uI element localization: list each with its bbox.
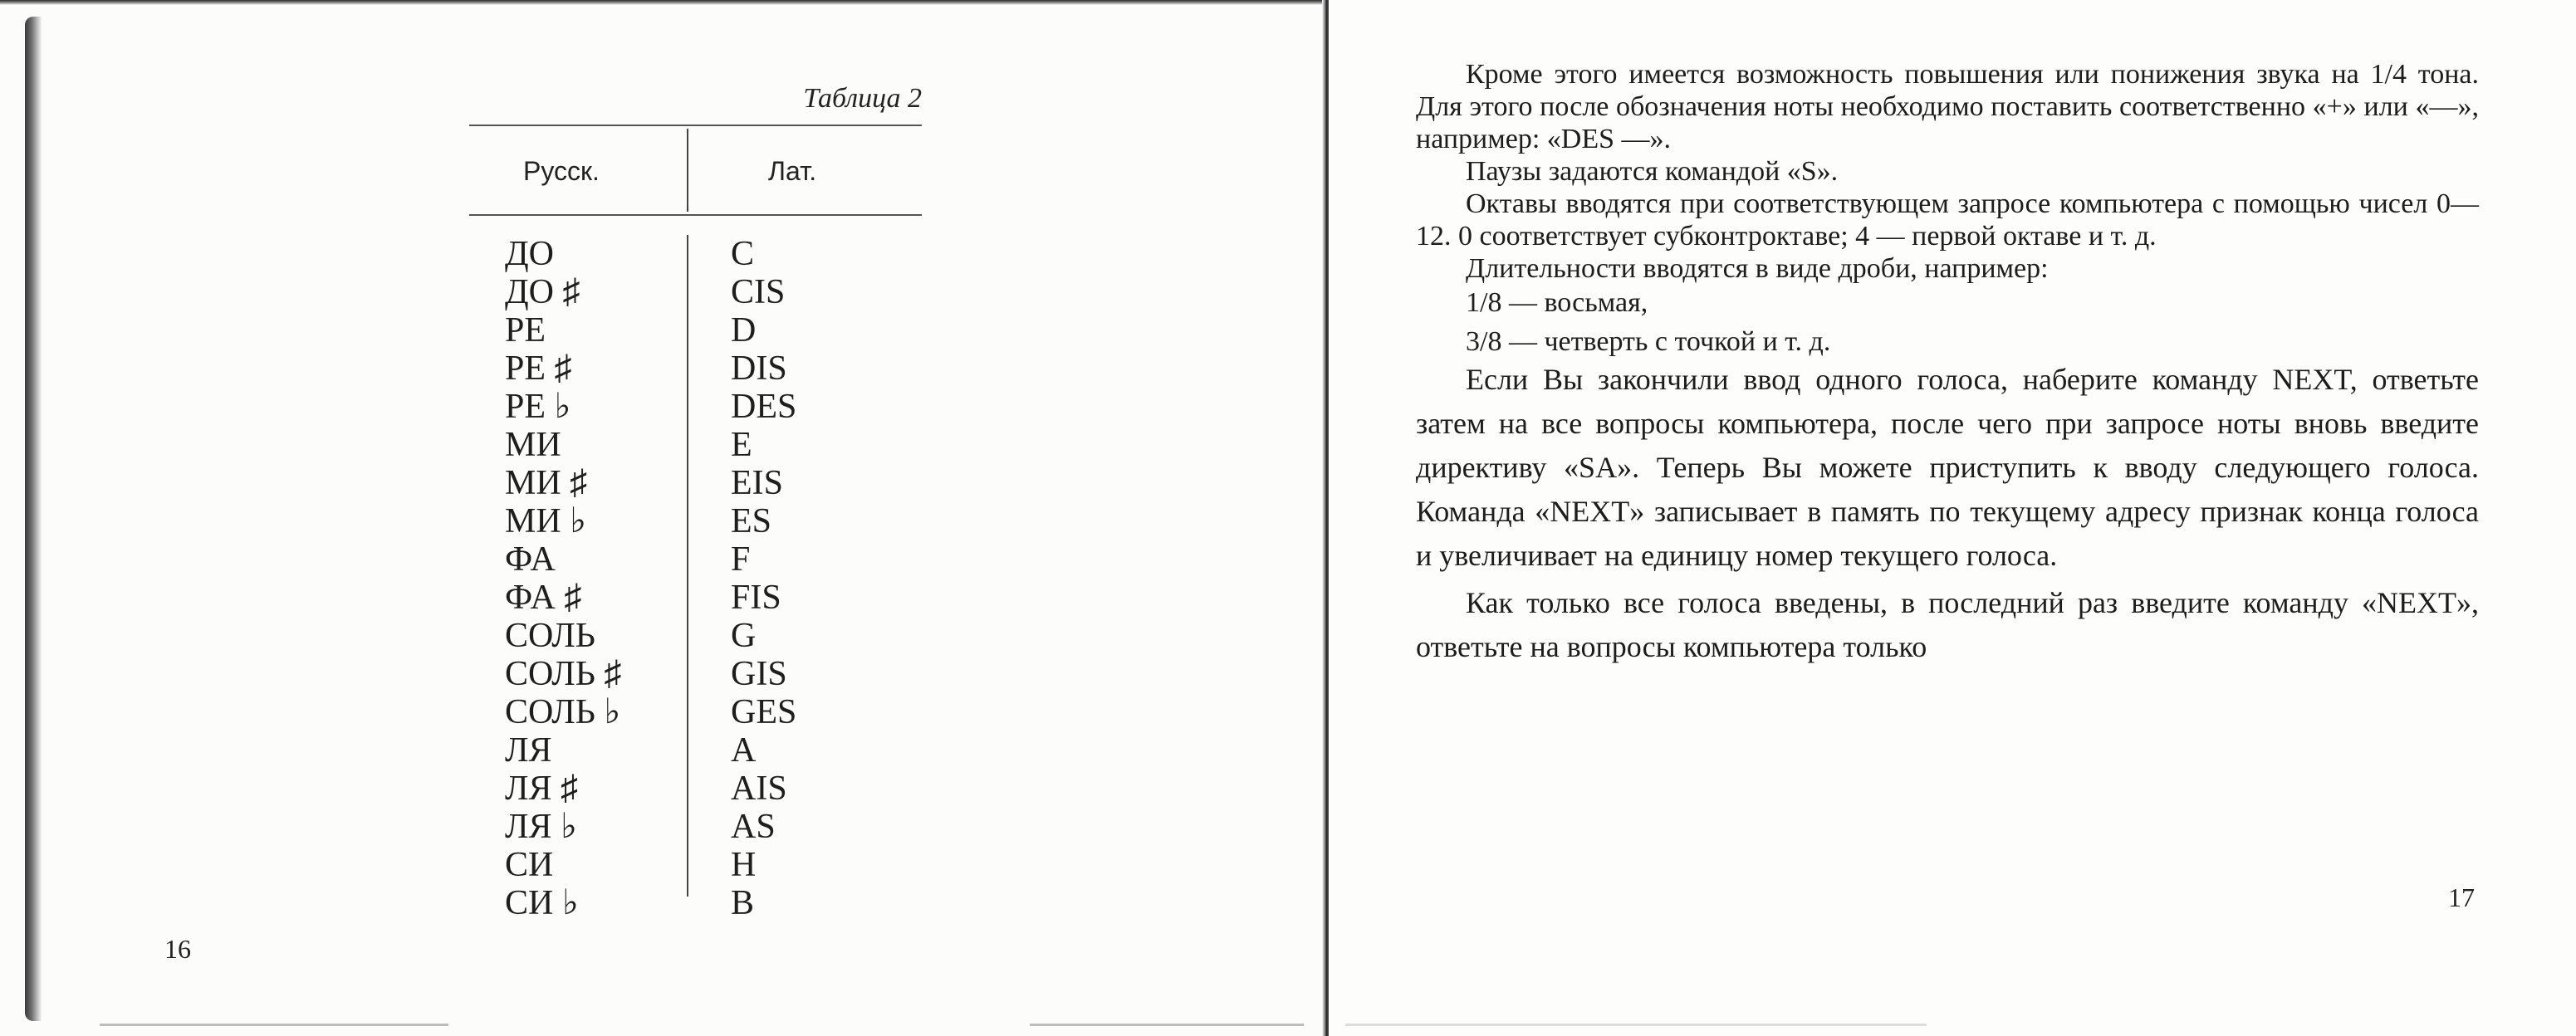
table-cell-latin: GES <box>731 693 797 731</box>
table-cell-russian: ДО <box>505 235 554 273</box>
table-cell-latin: DIS <box>731 349 787 388</box>
table-cell-latin: AIS <box>731 770 787 808</box>
table-cell-russian: СИ ♭ <box>505 884 579 922</box>
table-cell-russian: МИ ♭ <box>505 502 586 540</box>
latin-note-column <box>731 235 796 922</box>
table-cell-russian: ЛЯ ♭ <box>505 808 577 846</box>
table-cell-russian: ЛЯ <box>505 731 552 770</box>
table-cell-russian: СОЛЬ ♭ <box>505 693 621 731</box>
column-header-russian: Русск. <box>523 156 600 186</box>
scan-top-shadow <box>0 0 1329 5</box>
table-cell-latin: F <box>731 540 751 579</box>
table-header-rule <box>469 214 922 216</box>
table-cell-latin: DES <box>731 388 797 426</box>
table-cell-russian: ДО ♯ <box>505 273 580 311</box>
table-cell-latin: ES <box>731 502 772 540</box>
table-cell-russian: МИ <box>505 426 561 464</box>
paragraph: Кроме этого имеется возможность повышения или понижения звука на 1/4 тона. Для этого после обозначения ноты необходимо поставить соответственно «+» или «—», например: «DES —». <box>1416 59 2479 154</box>
table-cell-russian: ФА <box>505 540 556 579</box>
table-header-divider <box>687 129 688 212</box>
table-cell-latin: AS <box>731 808 776 846</box>
table-cell-latin: CIS <box>731 273 786 311</box>
table-body-divider <box>687 235 688 897</box>
paragraph: 3/8 — четверть с точкой и т. д. <box>1466 326 1831 357</box>
scan-bottom-artifact <box>1030 1024 1304 1026</box>
table-cell-latin: C <box>731 235 755 273</box>
table-cell-russian: СОЛЬ ♯ <box>505 655 622 693</box>
table-cell-russian: РЕ ♯ <box>505 349 572 388</box>
paragraph: Паузы задаются командой «S». <box>1466 156 1839 187</box>
scan-bottom-artifact <box>100 1024 448 1026</box>
table-cell-latin: D <box>731 311 757 349</box>
table-cell-russian: СИ <box>505 846 554 884</box>
table-cell-russian: ЛЯ ♯ <box>505 770 578 808</box>
table-caption: Таблица 2 <box>803 83 922 114</box>
table-cell-russian: РЕ ♭ <box>505 388 571 426</box>
table-cell-latin: H <box>731 846 757 884</box>
table-cell-russian: МИ ♯ <box>505 464 588 502</box>
table-cell-latin: B <box>731 884 755 922</box>
russian-note-column <box>505 235 621 922</box>
scan-bottom-artifact <box>1345 1024 1927 1026</box>
column-header-latin: Лат. <box>768 156 817 186</box>
table-cell-latin: FIS <box>731 579 781 617</box>
page-number-right: 17 <box>2448 882 2475 912</box>
table-cell-russian: ФА ♯ <box>505 579 582 617</box>
book-center-fold <box>1322 0 1329 1036</box>
paragraph: Как только все голоса введены, в последний раз введите команду «NEXT», ответьте на вопросы компьютера только <box>1416 586 2479 663</box>
paragraph: 1/8 — восьмая, <box>1466 287 1648 318</box>
table-cell-latin: GIS <box>731 655 787 693</box>
table-cell-latin: E <box>731 426 752 464</box>
book-binding-edge <box>25 17 42 1021</box>
paragraph: Октавы вводятся при соответствующем запросе компьютера с помощью чисел 0—12. 0 соответствует субконтроктаве; 4 — первой октаве и т. д. <box>1416 188 2479 252</box>
paragraph: Если Вы закончили ввод одного голоса, наберите команду NEXT, ответьте затем на все вопросы компьютера, после чего при запросе ноты вновь введите директиву «SA». Теперь Вы можете приступить к вводу следующего голоса. Команда «NEXT» записывает в память по текущему адресу признак конца голоса и увеличивает на единицу номер текущего голоса. <box>1416 363 2479 572</box>
body-text <box>1416 58 2479 669</box>
table-cell-russian: РЕ <box>505 311 546 349</box>
page-number-left: 16 <box>164 934 191 964</box>
table-cell-latin: A <box>731 731 757 770</box>
table-cell-latin: G <box>731 617 757 655</box>
table-cell-latin: EIS <box>731 464 783 502</box>
table-cell-russian: СОЛЬ <box>505 617 595 655</box>
paragraph: Длительности вводятся в виде дроби, например: <box>1466 253 2049 284</box>
table-top-rule <box>469 125 922 126</box>
